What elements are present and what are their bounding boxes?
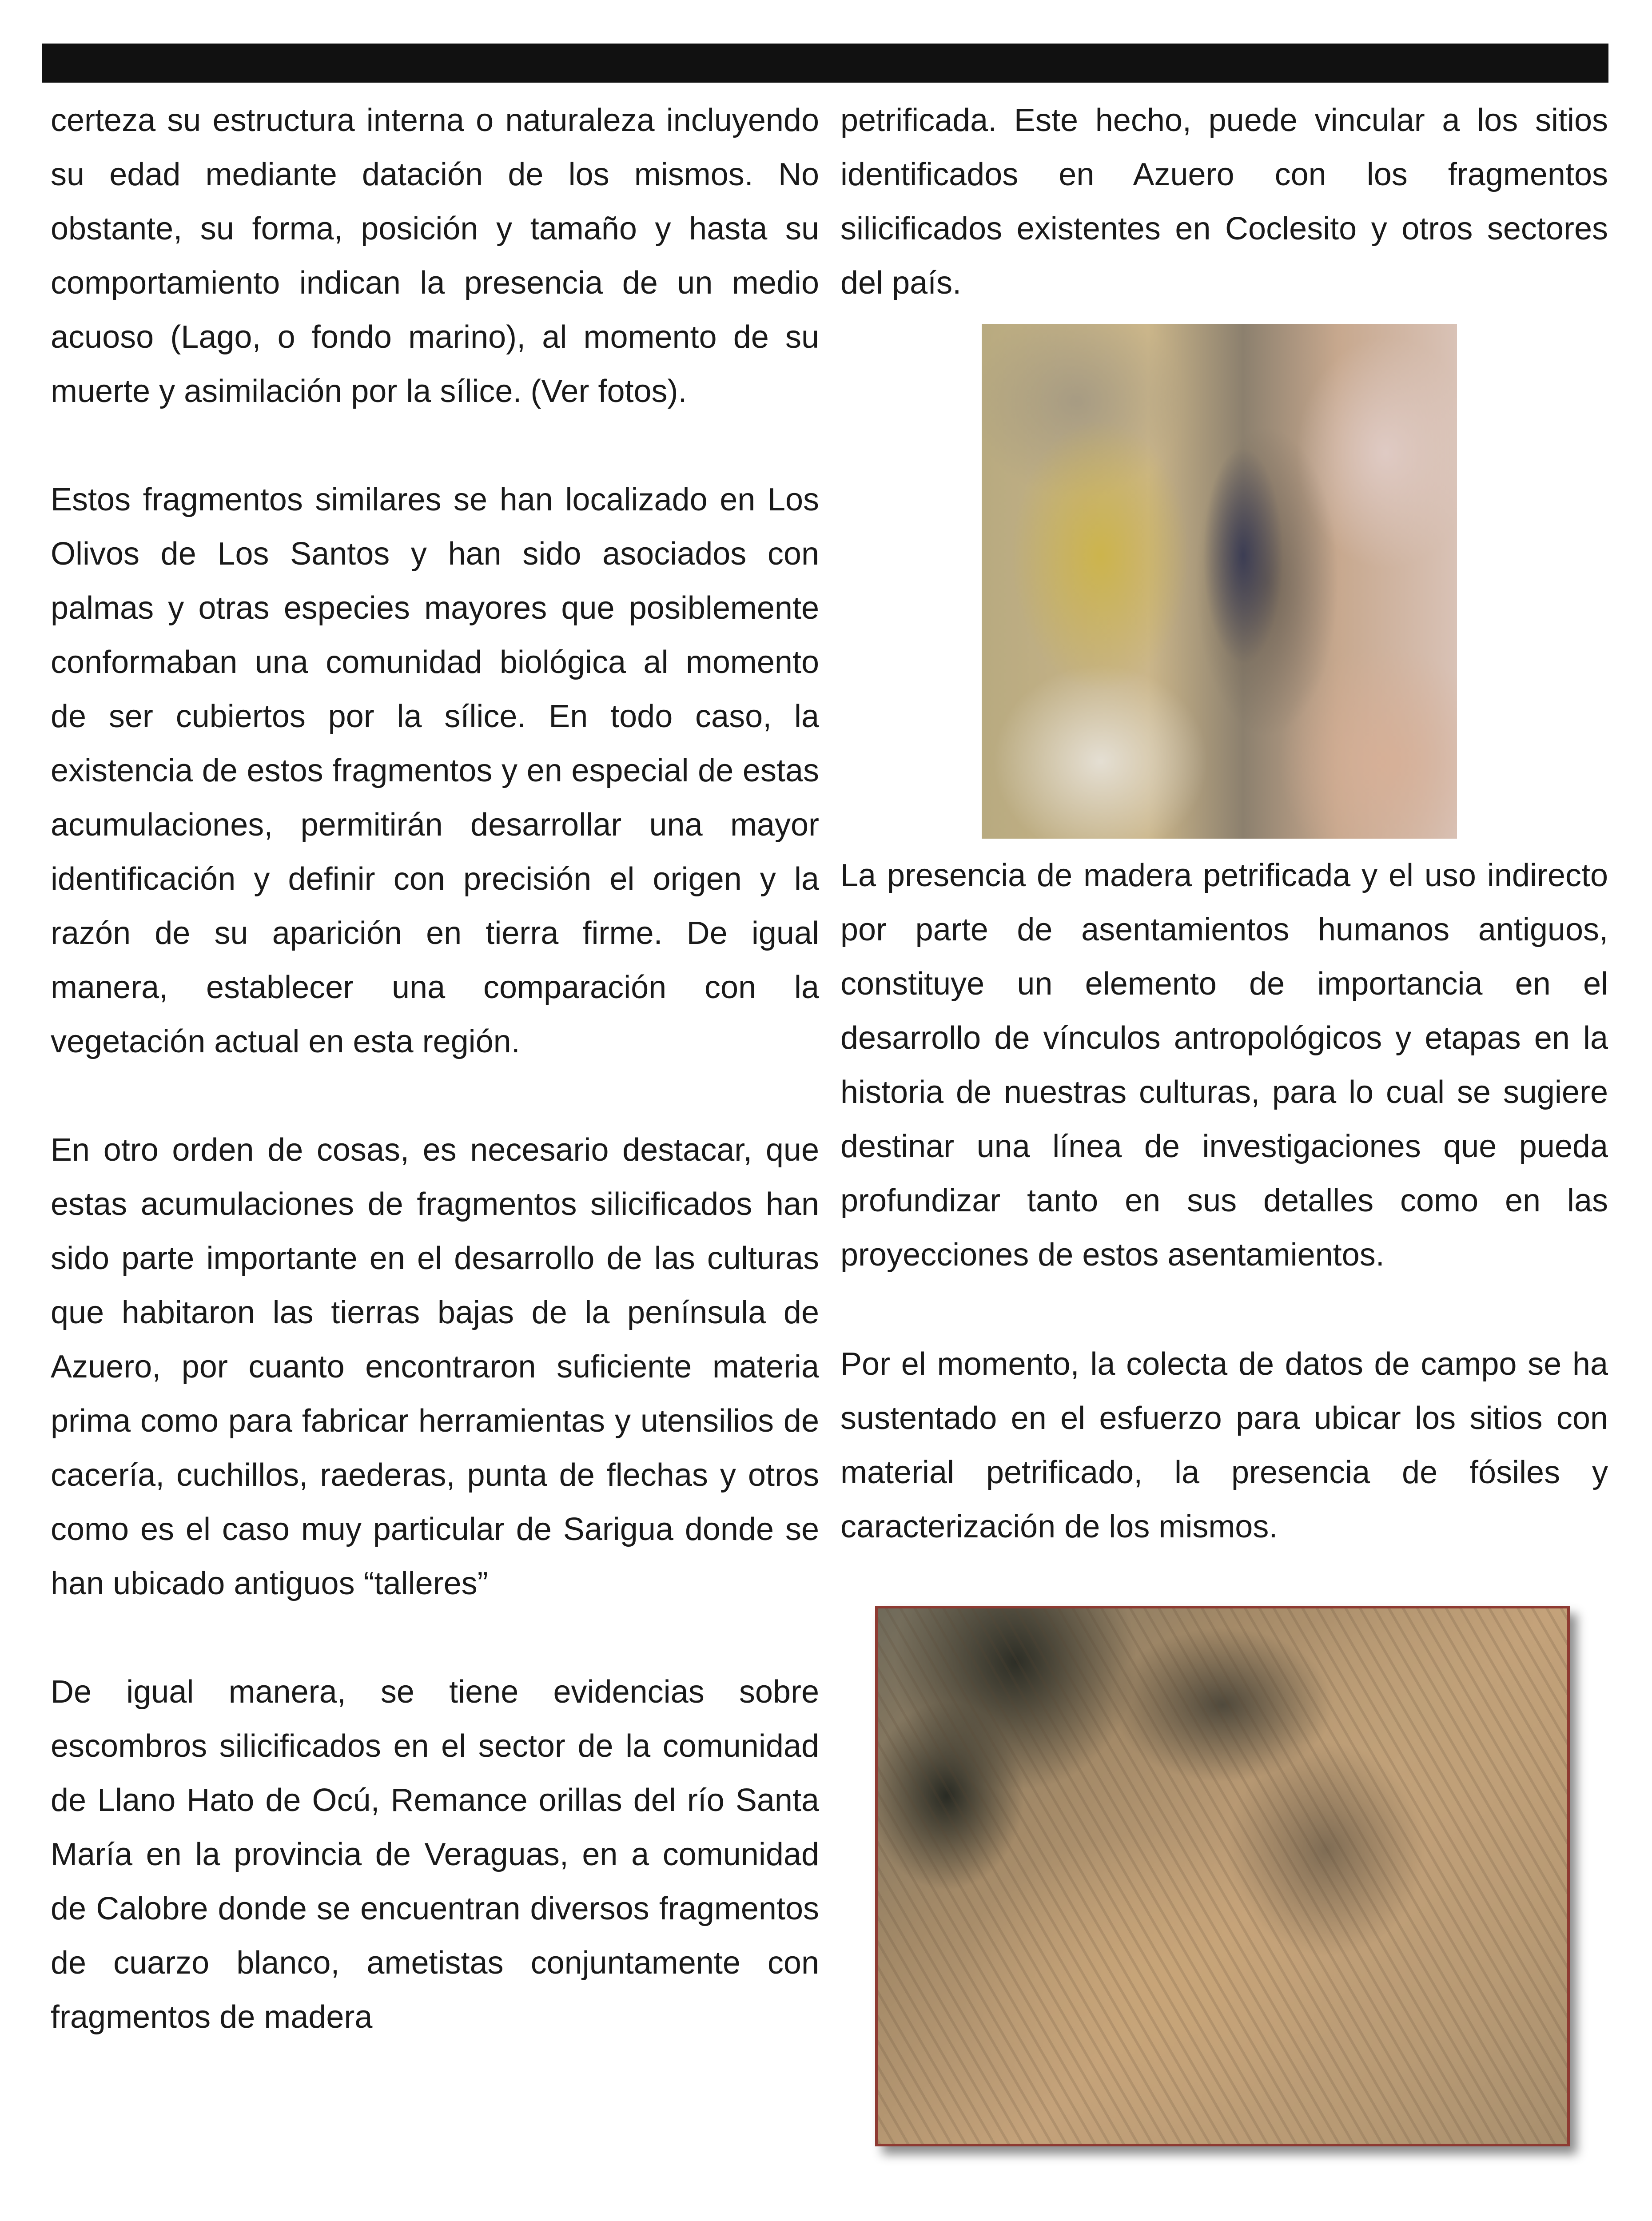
photo-petrified-wood-closeup: [982, 324, 1457, 839]
paragraph: En otro orden de cosas, es necesario destacar, que estas acumulaciones de fragmentos silicificados han sido parte importante en el desarrollo de las culturas que habitaron las tierras bajas de la península de Azuero, por cuanto encontraron suficiente materia prima como para fabricar herramientas y utensilios de cacería, cuchillos, raederas, punta de flechas y otros como es el caso muy particular de Sarigua donde se han ubicado antiguos “talleres”: [51, 1132, 819, 1601]
photo-fossil-rock: [875, 1606, 1570, 2146]
paragraph: certeza su estructura interna o naturaleza incluyendo su edad mediante datación de los mismos. No obstante, su forma, posición y tamaño y hasta su comportamiento indican la presencia de un medio acuoso (Lago, o fondo marino), al momento de su muerte y asimilación por la sílice. (Ver fotos).: [51, 103, 819, 409]
paragraph: La presencia de madera petrificada y el uso indirecto por parte de asentamientos humanos antiguos, constituye un elemento de importancia en el desarrollo de vínculos antropológicos y etapas en la historia de nuestras culturas, para lo cual se sugiere destinar una línea de investigaciones que pueda profundizar tanto en sus detalles como en las proyecciones de estos asentamientos.: [840, 858, 1608, 1273]
rock-texture: [878, 1608, 1567, 2144]
right-column: [840, 93, 1608, 1544]
header-bar: [42, 44, 1608, 83]
paragraph: petrificada. Este hecho, puede vincular a los sitios identificados en Azuero con los fragmentos silicificados existentes en Coclesito y otros sectores del país.: [840, 103, 1608, 301]
left-column: [51, 93, 819, 2044]
paragraph: De igual manera, se tiene evidencias sobre escombros silicificados en el sector de la comunidad de Llano Hato de Ocú, Remance orillas del río Santa María en la provincia de Veraguas, en a comunidad de Calobre donde se encuentran diversos fragmentos de cuarzo blanco, ametistas conjuntamente con fragmentos de madera: [51, 1674, 819, 2035]
paragraph: Por el momento, la colecta de datos de campo se ha sustentado en el esfuerzo para ubicar los sitios con material petrificado, la presencia de fósiles y caracterización de los mismos.: [840, 1346, 1608, 1544]
paragraph: Estos fragmentos similares se han localizado en Los Olivos de Los Santos y han sido asociados con palmas y otras especies mayores que posiblemente conformaban una comunidad biológica al momento de ser cubiertos por la sílice. En todo caso, la existencia de estos fragmentos y en especial de estas acumulaciones, permitirán desarrollar una mayor identificación y definir con precisión el origen y la razón de su aparición en tierra firme. De igual manera, establecer una comparación con la vegetación actual en esta región.: [51, 482, 819, 1059]
